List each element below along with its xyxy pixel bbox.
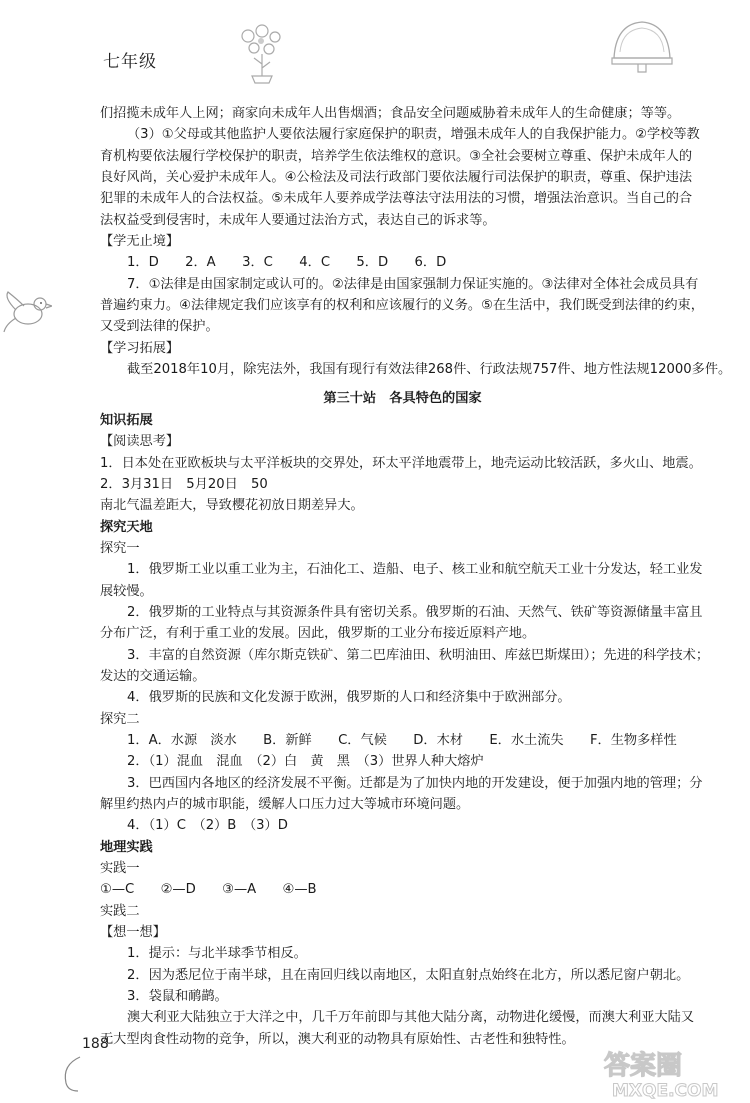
text-line: 【学无止境】 <box>100 234 180 250</box>
text-line: 犯罪的未成年人的合法权益。⑤未成年人要养成学法尊法守法用法的习惯，增强法治意识。当自己的合 <box>100 191 693 207</box>
section-heading: 探究天地 <box>100 519 153 535</box>
swirl-ornament-icon <box>58 1055 88 1093</box>
text-line: 法权益受到侵害时，未成年人要通过法治方式，表达自己的诉求等。 <box>100 212 496 228</box>
text-line: 【阅读思考】 <box>100 434 180 450</box>
text-line: 2．（1）混血 混血 （2）白 黄 黑 （3）世界人种大熔炉 <box>127 754 484 770</box>
text-line: 良好风尚，关心爱护未成年人。④公检法及司法行政部门要依法履行司法保护的职责，尊重、保护违法 <box>100 170 693 186</box>
answer-content <box>100 103 732 1050</box>
text-line: 1．A．水源 淡水 B．新鲜 C．气候 D．木材 E．水土流失 F．生物多样性 <box>127 732 677 748</box>
text-line: 3．丰富的自然资源（库尔斯克铁矿、第二巴库油田、秋明油田、库兹巴斯煤田）；先进的科学技术； <box>127 647 710 663</box>
text-line: 4．俄罗斯的民族和文化发源于欧洲，俄罗斯的人口和经济集中于欧洲部分。 <box>127 690 571 706</box>
text-line: ①—C ②—D ③—A ④—B <box>100 882 317 898</box>
text-line: 分布广泛，有利于重工业的发展。因此，俄罗斯的工业分布接近原料产地。 <box>100 626 536 642</box>
text-line: 1．提示：与北半球季节相反。 <box>127 946 307 962</box>
text-line: （3）①父母或其他监护人要依法履行家庭保护的职责，增强未成年人的自我保护能力。②学校等教 <box>127 127 700 143</box>
section-title: 第三十站 各具特色的国家 <box>323 391 482 407</box>
section-heading: 地理实践 <box>100 839 153 855</box>
watermark-bottom-text: MXQE.COM <box>612 1081 719 1100</box>
text-line: 实践二 <box>100 903 140 919</box>
text-line: 【学习拓展】 <box>100 340 180 356</box>
text-line: 澳大利亚大陆独立于大洋之中，几千万年前即与其他大陆分离，动物进化缓慢，而澳大利亚大陆又 <box>127 1010 695 1026</box>
section-heading: 知识拓展 <box>100 412 153 428</box>
text-line: 【想一想】 <box>100 925 166 941</box>
text-line: 实践一 <box>100 861 140 877</box>
text-line: 7．①法律是由国家制定或认可的。②法律是由国家强制力保证实施的。③法律对全体社会成员具有 <box>127 276 699 292</box>
text-line: 普遍约束力。④法律规定我们应该享有的权利和应该履行的义务。⑤在生活中，我们既受到法律的约束， <box>100 298 704 314</box>
text-line: 育机构要依法履行学校保护的职责，培养学生依法维权的意识。③全社会要树立尊重、保护未成年人的 <box>100 148 693 164</box>
text-line: 1．日本处在亚欧板块与太平洋板块的交界处，环太平洋地震带上，地壳运动比较活跃，多火山、地震。 <box>100 455 702 471</box>
text-line: 3．巴西国内各地区的经济发展不平衡。迁都是为了加快内地的开发建设，便于加强内地的管理；分 <box>127 775 703 791</box>
text-line: 南北气温差距大，导致樱花初放日期差异大。 <box>100 498 364 514</box>
bird-illustration-icon <box>2 288 52 334</box>
text-line: 发达的交通运输。 <box>100 668 206 684</box>
text-line: 1．D 2．A 3．C 4．C 5．D 6．D <box>127 255 447 271</box>
text-line: 截至2018年10月，除宪法外，我国有现行有效法律268件、行政法规757件、地方性法规12000多件。 <box>127 362 732 378</box>
text-line: 4．（1）C （2）B （3）D <box>127 818 288 834</box>
watermark-logo <box>596 1046 746 1100</box>
text-line: 们招揽未成年人上网；商家向未成年人出售烟酒；食品安全问题威胁着未成年人的生命健康；等等。 <box>100 106 681 121</box>
text-line: 2．俄罗斯的工业特点与其资源条件具有密切关系。俄罗斯的石油、天然气、铁矿等资源储量丰富且 <box>127 604 703 620</box>
text-line: 2．3月31日 5月20日 50 <box>100 476 268 492</box>
text-line: 探究二 <box>100 711 140 727</box>
text-line: 解里约热内卢的城市职能，缓解人口压力过大等城市环境问题。 <box>100 797 470 812</box>
text-line: 探究一 <box>100 540 140 556</box>
page-number: 188 <box>82 1036 109 1052</box>
text-line: 又受到法律的保护。 <box>100 319 219 335</box>
text-line: 1．俄罗斯工业以重工业为主，石油化工、造船、电子、核工业和航空航天工业十分发达，轻工业发 <box>127 562 703 578</box>
text-line: 无大型肉食性动物的竞争，所以，澳大利亚的动物具有原始性、古老性和独特性。 <box>100 1031 575 1047</box>
text-line: 展较慢。 <box>100 583 153 599</box>
text-line: 3．袋鼠和鸸鹋。 <box>127 989 228 1005</box>
flower-illustration-icon <box>232 22 292 84</box>
bell-illustration-icon <box>608 18 676 74</box>
watermark-top-text: 答案圈 <box>604 1051 683 1081</box>
text-line: 2．因为悉尼位于南半球，且在南回归线以南地区，太阳直射点始终在北方，所以悉尼窗户朝北。 <box>127 967 690 983</box>
grade-header: 七年级 <box>103 52 157 72</box>
